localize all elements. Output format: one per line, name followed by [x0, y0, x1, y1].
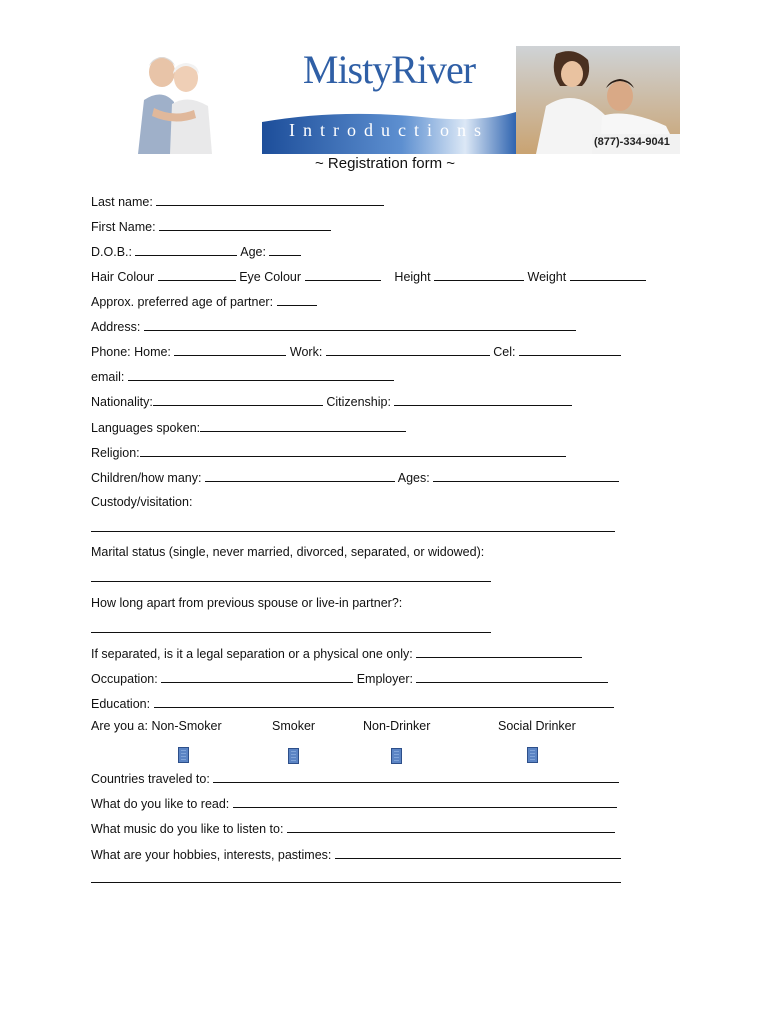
employer-field[interactable] — [416, 669, 608, 683]
address-row — [91, 317, 576, 335]
first-name-label: First Name: — [91, 220, 156, 234]
logo-subtitle: Introductions — [289, 120, 489, 140]
partner-age-field[interactable] — [277, 292, 317, 306]
occupation-row — [91, 669, 608, 687]
nationality-row — [91, 392, 572, 410]
marital-status-label: Marital status (single, never married, divorced, separated, or widowed): — [91, 545, 485, 559]
non-drinker-checkbox[interactable] — [391, 748, 402, 764]
logo-title: MistyRiver — [302, 47, 476, 92]
smoker-label: Smoker — [272, 719, 316, 733]
nationality-field[interactable] — [153, 392, 323, 406]
hobbies-row — [91, 845, 621, 863]
social-drinker-label: Social Drinker — [498, 719, 576, 733]
dob-label: D.O.B.: — [91, 245, 132, 259]
citizenship-label: Citizenship: — [326, 395, 391, 409]
custody-field[interactable] — [91, 531, 615, 532]
last-name-row — [91, 192, 384, 210]
appearance-row — [91, 267, 646, 285]
height-label: Height — [394, 270, 431, 284]
first-name-row — [91, 217, 331, 235]
music-row — [91, 819, 615, 837]
age-field[interactable] — [269, 242, 301, 256]
time-apart-field[interactable] — [91, 632, 491, 633]
hobbies-field[interactable] — [335, 845, 621, 859]
phone-home-field[interactable] — [174, 342, 286, 356]
email-label: email: — [91, 370, 125, 384]
hair-colour-label: Hair Colour — [91, 270, 155, 284]
separation-row — [91, 644, 582, 662]
marital-status-field[interactable] — [91, 581, 491, 582]
children-row — [91, 468, 619, 486]
email-field[interactable] — [128, 367, 394, 381]
senior-couple-photo — [124, 46, 224, 154]
eye-colour-label: Eye Colour — [239, 270, 302, 284]
eye-colour-field[interactable] — [305, 267, 381, 281]
occupation-field[interactable] — [161, 669, 353, 683]
phone-work-label: Work: — [289, 345, 323, 359]
occupation-label: Occupation: — [91, 672, 158, 686]
first-name-field[interactable] — [159, 217, 331, 231]
address-field[interactable] — [144, 317, 576, 331]
education-row — [91, 694, 614, 712]
education-field[interactable] — [154, 694, 614, 708]
children-label: Children/how many: — [91, 471, 202, 485]
partner-age-label: Approx. preferred age of partner: — [91, 295, 274, 309]
countries-field[interactable] — [213, 769, 619, 783]
countries-label: Countries traveled to: — [91, 772, 210, 786]
religion-label: Religion: — [91, 446, 140, 460]
email-row — [91, 367, 394, 385]
separation-field[interactable] — [416, 644, 582, 658]
ages-field[interactable] — [433, 468, 619, 482]
address-label: Address: — [91, 320, 141, 334]
hobbies-field-continued[interactable] — [91, 882, 621, 883]
dob-field[interactable] — [135, 242, 237, 256]
read-field[interactable] — [233, 794, 617, 808]
hair-colour-field[interactable] — [158, 267, 236, 281]
time-apart-row — [91, 594, 402, 612]
weight-label: Weight — [527, 270, 567, 284]
smoker-checkbox[interactable] — [288, 748, 299, 764]
custody-label: Custody/visitation: — [91, 495, 193, 509]
music-field[interactable] — [287, 819, 615, 833]
ages-label: Ages: — [397, 471, 430, 485]
nationality-label: Nationality: — [91, 395, 153, 409]
religion-field[interactable] — [140, 443, 566, 457]
countries-row — [91, 769, 619, 787]
weight-field[interactable] — [570, 267, 646, 281]
social-drinker-checkbox[interactable] — [527, 747, 538, 763]
non-drinker-label: Non-Drinker — [363, 719, 431, 733]
last-name-field[interactable] — [156, 192, 384, 206]
phone-row — [91, 342, 621, 360]
phone-cel-field[interactable] — [519, 342, 621, 356]
employer-label: Employer: — [356, 672, 413, 686]
languages-label: Languages spoken: — [91, 421, 201, 435]
education-label: Education: — [91, 697, 151, 711]
misty-river-logo — [262, 46, 516, 154]
dob-row — [91, 242, 301, 260]
separation-label: If separated, is it a legal separation or a physical one only: — [91, 647, 413, 661]
languages-field[interactable] — [200, 418, 406, 432]
non-smoker-label: Are you a: Non-Smoker — [91, 719, 222, 733]
marital-status-row — [91, 543, 484, 561]
citizenship-field[interactable] — [394, 392, 572, 406]
age-label: Age: — [240, 245, 266, 259]
music-label: What music do you like to listen to: — [91, 822, 284, 836]
phone-work-field[interactable] — [326, 342, 490, 356]
height-field[interactable] — [434, 267, 524, 281]
partner-age-row — [91, 292, 317, 310]
custody-row — [91, 493, 192, 511]
hobbies-label: What are your hobbies, interests, pastimes: — [91, 848, 332, 862]
time-apart-label: How long apart from previous spouse or live-in partner?: — [91, 596, 403, 610]
children-field[interactable] — [205, 468, 395, 482]
read-row — [91, 794, 617, 812]
phone-number: (877)-334-9041 — [594, 136, 670, 148]
form-title: ~ Registration form ~ — [314, 155, 456, 172]
languages-row — [91, 418, 406, 436]
phone-home-label: Phone: Home: — [91, 345, 171, 359]
read-label: What do you like to read: — [91, 797, 230, 811]
religion-row — [91, 443, 566, 461]
phone-cel-label: Cel: — [493, 345, 516, 359]
non-smoker-checkbox[interactable] — [178, 747, 189, 763]
last-name-label: Last name: — [91, 195, 153, 209]
